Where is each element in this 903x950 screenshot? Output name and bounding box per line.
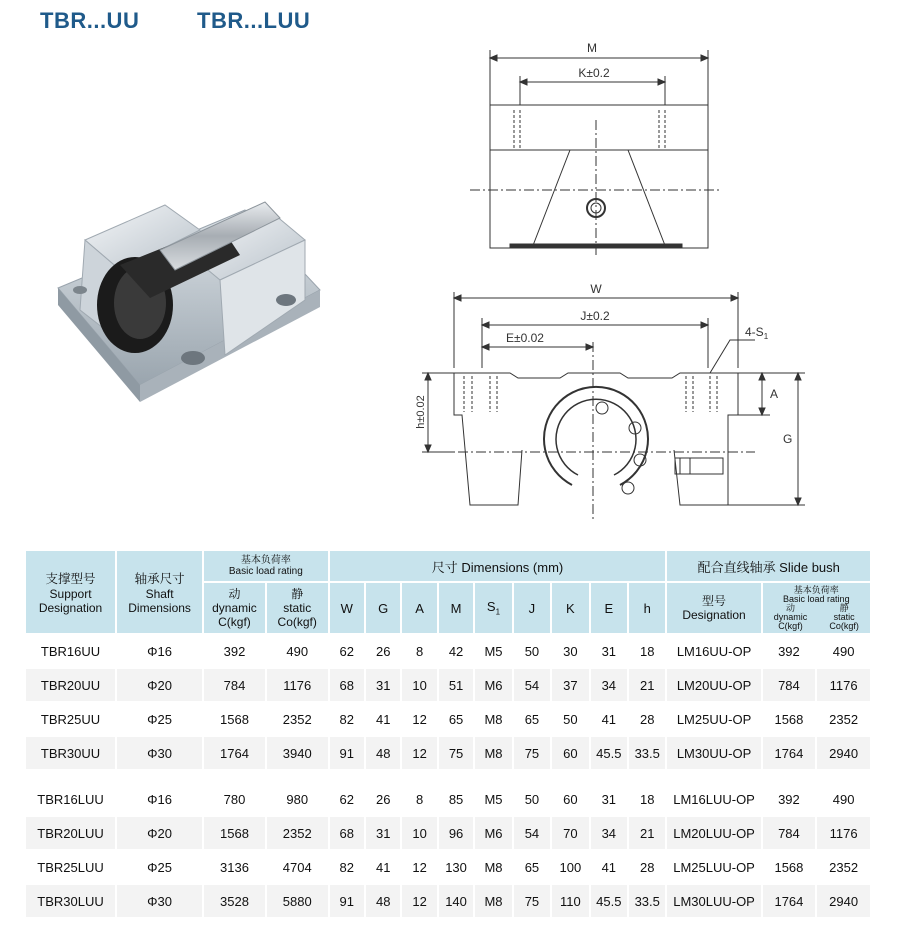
table-cell: 96: [439, 817, 473, 849]
table-cell: 10: [402, 817, 436, 849]
table-cell: 2352: [267, 817, 328, 849]
product-image: [40, 170, 330, 420]
table-cell: 37: [552, 669, 588, 701]
h-label: h±0.02: [415, 395, 427, 429]
title-luu: TBR...LUU: [197, 8, 311, 33]
table-cell: 68: [330, 669, 364, 701]
table-cell: 75: [514, 885, 550, 917]
table-cell: 110: [552, 885, 588, 917]
bush-designation-header: 型号 Designation: [667, 583, 760, 633]
table-cell: 2940: [817, 737, 870, 769]
table-cell: 3136: [204, 851, 265, 883]
table-cell: 91: [330, 737, 364, 769]
table-cell: LM30UU-OP: [667, 737, 760, 769]
table-cell: 31: [591, 783, 627, 815]
table-cell: Φ30: [117, 885, 202, 917]
table-cell: 50: [514, 783, 550, 815]
table-cell: 130: [439, 851, 473, 883]
table-cell: 1764: [763, 737, 816, 769]
table-cell: 18: [629, 783, 665, 815]
table-cell: 54: [514, 817, 550, 849]
table-cell: 48: [366, 737, 400, 769]
spec-table: [24, 549, 872, 919]
table-cell: 490: [267, 635, 328, 667]
table-cell: 60: [552, 783, 588, 815]
table-cell: 1176: [817, 669, 870, 701]
table-cell: Φ16: [117, 783, 202, 815]
table-cell: 21: [629, 817, 665, 849]
table-cell: 26: [366, 783, 400, 815]
table-cell: 1764: [204, 737, 265, 769]
table-cell: 1176: [817, 817, 870, 849]
table-cell: TBR30UU: [26, 737, 115, 769]
j-label: J±0.2: [580, 309, 610, 323]
slide-bush-header: 配合直线轴承 Slide bush: [667, 551, 870, 581]
table-cell: 42: [439, 635, 473, 667]
m-label: M: [587, 41, 597, 55]
table-cell: 18: [629, 635, 665, 667]
e-label: E±0.02: [506, 331, 544, 345]
table-cell: 392: [763, 635, 816, 667]
table-cell: 490: [817, 635, 870, 667]
col-a: A: [402, 583, 436, 633]
table-cell: 392: [204, 635, 265, 667]
table-cell: 8: [402, 635, 436, 667]
table-cell: 5880: [267, 885, 328, 917]
table-cell: M6: [475, 817, 511, 849]
col-j: J: [514, 583, 550, 633]
luu-rows: [26, 783, 870, 917]
table-cell: 85: [439, 783, 473, 815]
table-cell: 1568: [204, 817, 265, 849]
table-cell: 784: [763, 669, 816, 701]
table-cell: 10: [402, 669, 436, 701]
table-cell: 41: [591, 703, 627, 735]
title-uu: TBR...UU: [40, 8, 140, 33]
table-cell: LM30LUU-OP: [667, 885, 760, 917]
table-cell: M8: [475, 885, 511, 917]
table-cell: M5: [475, 783, 511, 815]
table-cell: 82: [330, 703, 364, 735]
table-cell: 65: [439, 703, 473, 735]
table-cell: 30: [552, 635, 588, 667]
table-cell: 82: [330, 851, 364, 883]
table-cell: TBR30LUU: [26, 885, 115, 917]
table-row: [26, 817, 870, 849]
table-cell: 28: [629, 851, 665, 883]
bush-load-header: 基本负荷率 Basic load rating 动 dynamic C(kgf) 静 static Co(kgf): [763, 583, 870, 633]
table-cell: Φ25: [117, 703, 202, 735]
table-cell: LM16UU-OP: [667, 635, 760, 667]
table-row: [26, 851, 870, 883]
table-cell: 784: [763, 817, 816, 849]
table-row: [26, 703, 870, 735]
table-cell: 1568: [763, 851, 816, 883]
table-cell: 490: [817, 783, 870, 815]
table-cell: 68: [330, 817, 364, 849]
s-label: $4-S_1$: [745, 325, 769, 341]
table-cell: 91: [330, 885, 364, 917]
header-row-1: [26, 551, 870, 581]
table-cell: M5: [475, 635, 511, 667]
dynamic-header: 动 dynamic C(kgf): [204, 583, 265, 633]
table-cell: 48: [366, 885, 400, 917]
table-cell: 41: [591, 851, 627, 883]
table-cell: LM20UU-OP: [667, 669, 760, 701]
table-cell: 1764: [763, 885, 816, 917]
table-cell: 34: [591, 669, 627, 701]
side-view-drawing: [470, 30, 720, 270]
col-g: G: [366, 583, 400, 633]
table-cell: 65: [514, 851, 550, 883]
table-cell: 31: [366, 817, 400, 849]
table-cell: 21: [629, 669, 665, 701]
table-cell: 2352: [817, 703, 870, 735]
table-cell: TBR16LUU: [26, 783, 115, 815]
col-k: K: [552, 583, 588, 633]
table-cell: 3940: [267, 737, 328, 769]
col-e: E: [591, 583, 627, 633]
table-cell: 12: [402, 885, 436, 917]
table-cell: 45.5: [591, 885, 627, 917]
a-label: A: [770, 387, 779, 401]
support-header: 支撑型号 Support Designation: [26, 551, 115, 633]
table-cell: LM25LUU-OP: [667, 851, 760, 883]
table-cell: 33.5: [629, 737, 665, 769]
table-row: [26, 669, 870, 701]
table-cell: 100: [552, 851, 588, 883]
table-cell: 4704: [267, 851, 328, 883]
table-cell: 50: [552, 703, 588, 735]
table-cell: 65: [514, 703, 550, 735]
dimensions-header: 尺寸 Dimensions (mm): [330, 551, 666, 581]
table-cell: 62: [330, 783, 364, 815]
table-cell: 70: [552, 817, 588, 849]
table-cell: 41: [366, 851, 400, 883]
table-cell: 54: [514, 669, 550, 701]
table-cell: 12: [402, 703, 436, 735]
table-cell: M8: [475, 851, 511, 883]
col-h: h: [629, 583, 665, 633]
table-cell: Φ20: [117, 817, 202, 849]
table-cell: 51: [439, 669, 473, 701]
k-label: K±0.2: [578, 66, 610, 80]
table-cell: 33.5: [629, 885, 665, 917]
table-cell: 784: [204, 669, 265, 701]
col-m: M: [439, 583, 473, 633]
table-cell: M8: [475, 703, 511, 735]
table-cell: 31: [591, 635, 627, 667]
table-cell: 31: [366, 669, 400, 701]
table-cell: LM25UU-OP: [667, 703, 760, 735]
table-cell: TBR20LUU: [26, 817, 115, 849]
uu-rows: [26, 635, 870, 769]
table-cell: TBR25UU: [26, 703, 115, 735]
table-row: [26, 635, 870, 667]
table-cell: 980: [267, 783, 328, 815]
table-cell: LM16LUU-OP: [667, 783, 760, 815]
table-cell: TBR25LUU: [26, 851, 115, 883]
table-row: [26, 885, 870, 917]
table-cell: 140: [439, 885, 473, 917]
table-cell: 12: [402, 737, 436, 769]
table-cell: 41: [366, 703, 400, 735]
table-cell: 12: [402, 851, 436, 883]
table-cell: Φ25: [117, 851, 202, 883]
load-rating-header: 基本负荷率 Basic load rating: [204, 551, 327, 581]
col-s1: $S_1$: [475, 583, 511, 633]
table-cell: LM20LUU-OP: [667, 817, 760, 849]
table-cell: 1176: [267, 669, 328, 701]
table-cell: 28: [629, 703, 665, 735]
table-row: [26, 737, 870, 769]
shaft-header: 轴承尺寸 Shaft Dimensions: [117, 551, 202, 633]
table-row: [26, 783, 870, 815]
table-cell: 2352: [267, 703, 328, 735]
table-cell: Φ20: [117, 669, 202, 701]
static-header: 静 static Co(kgf): [267, 583, 328, 633]
table-cell: 1568: [204, 703, 265, 735]
table-cell: 75: [514, 737, 550, 769]
table-cell: 45.5: [591, 737, 627, 769]
w-label: W: [590, 282, 602, 296]
gap-row: [26, 771, 870, 781]
table-cell: 34: [591, 817, 627, 849]
col-w: W: [330, 583, 364, 633]
front-view-drawing: [410, 280, 810, 525]
table-cell: TBR16UU: [26, 635, 115, 667]
table-cell: 1568: [763, 703, 816, 735]
table-cell: 26: [366, 635, 400, 667]
table-cell: M8: [475, 737, 511, 769]
table-cell: 3528: [204, 885, 265, 917]
table-cell: 75: [439, 737, 473, 769]
g-label: G: [783, 432, 793, 446]
table-cell: 8: [402, 783, 436, 815]
table-cell: 780: [204, 783, 265, 815]
table-cell: 2352: [817, 851, 870, 883]
table-cell: Φ16: [117, 635, 202, 667]
table-cell: 392: [763, 783, 816, 815]
table-cell: M6: [475, 669, 511, 701]
table-cell: TBR20UU: [26, 669, 115, 701]
table-cell: 2940: [817, 885, 870, 917]
table-cell: 50: [514, 635, 550, 667]
table-cell: 62: [330, 635, 364, 667]
table-cell: Φ30: [117, 737, 202, 769]
table-cell: 60: [552, 737, 588, 769]
